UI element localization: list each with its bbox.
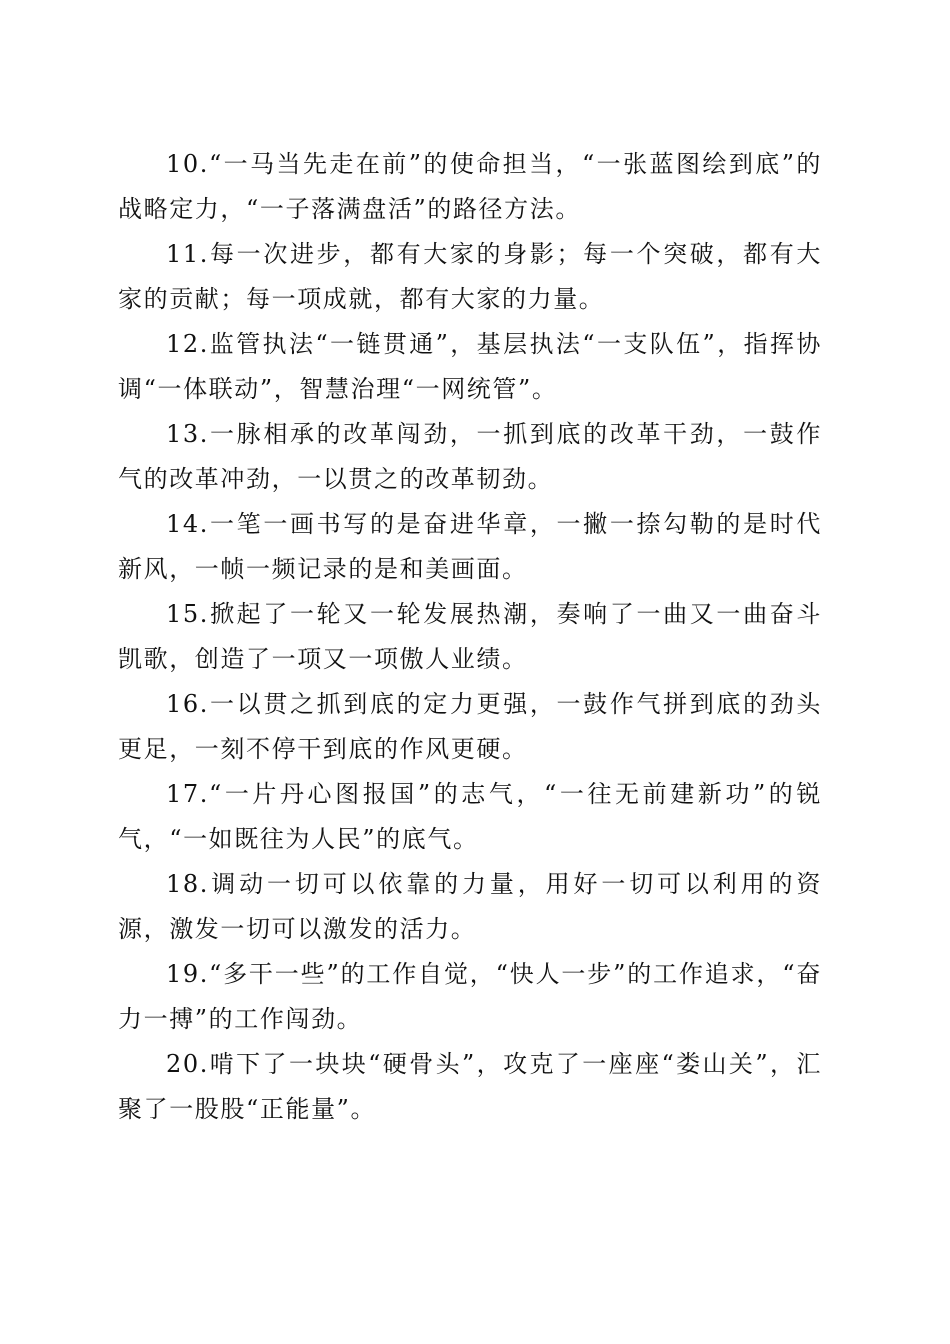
document-body bbox=[118, 142, 822, 1132]
paragraph-19: 19.“多干一些”的工作自觉，“快人一步”的工作追求，“奋力一搏”的工作闯劲。 bbox=[118, 960, 822, 1033]
paragraph-20: 20.啃下了一块块“硬骨头”，攻克了一座座“娄山关”，汇聚了一股股“正能量”。 bbox=[118, 1050, 822, 1123]
paragraph-14: 14.一笔一画书写的是奋进华章，一撇一捺勾勒的是时代新风，一帧一频记录的是和美画面。 bbox=[118, 510, 822, 583]
paragraph-15: 15.掀起了一轮又一轮发展热潮，奏响了一曲又一曲奋斗凯歌，创造了一项又一项傲人业绩。 bbox=[118, 600, 822, 673]
paragraph-12: 12.监管执法“一链贯通”，基层执法“一支队伍”，指挥协调“一体联动”，智慧治理“一网统管”。 bbox=[118, 330, 822, 403]
paragraph-17: 17.“一片丹心图报国”的志气，“一往无前建新功”的锐气，“一如既往为人民”的底气。 bbox=[118, 780, 822, 853]
paragraph-18: 18.调动一切可以依靠的力量，用好一切可以利用的资源，激发一切可以激发的活力。 bbox=[118, 870, 822, 943]
paragraph-16: 16.一以贯之抓到底的定力更强，一鼓作气拼到底的劲头更足，一刻不停干到底的作风更硬。 bbox=[118, 690, 822, 763]
paragraph-11: 11.每一次进步，都有大家的身影；每一个突破，都有大家的贡献；每一项成就，都有大家的力量。 bbox=[118, 240, 822, 313]
paragraph-13: 13.一脉相承的改革闯劲，一抓到底的改革干劲，一鼓作气的改革冲劲，一以贯之的改革韧劲。 bbox=[118, 420, 822, 493]
paragraph-10: 10.“一马当先走在前”的使命担当，“一张蓝图绘到底”的战略定力，“一子落满盘活”的路径方法。 bbox=[118, 150, 822, 223]
